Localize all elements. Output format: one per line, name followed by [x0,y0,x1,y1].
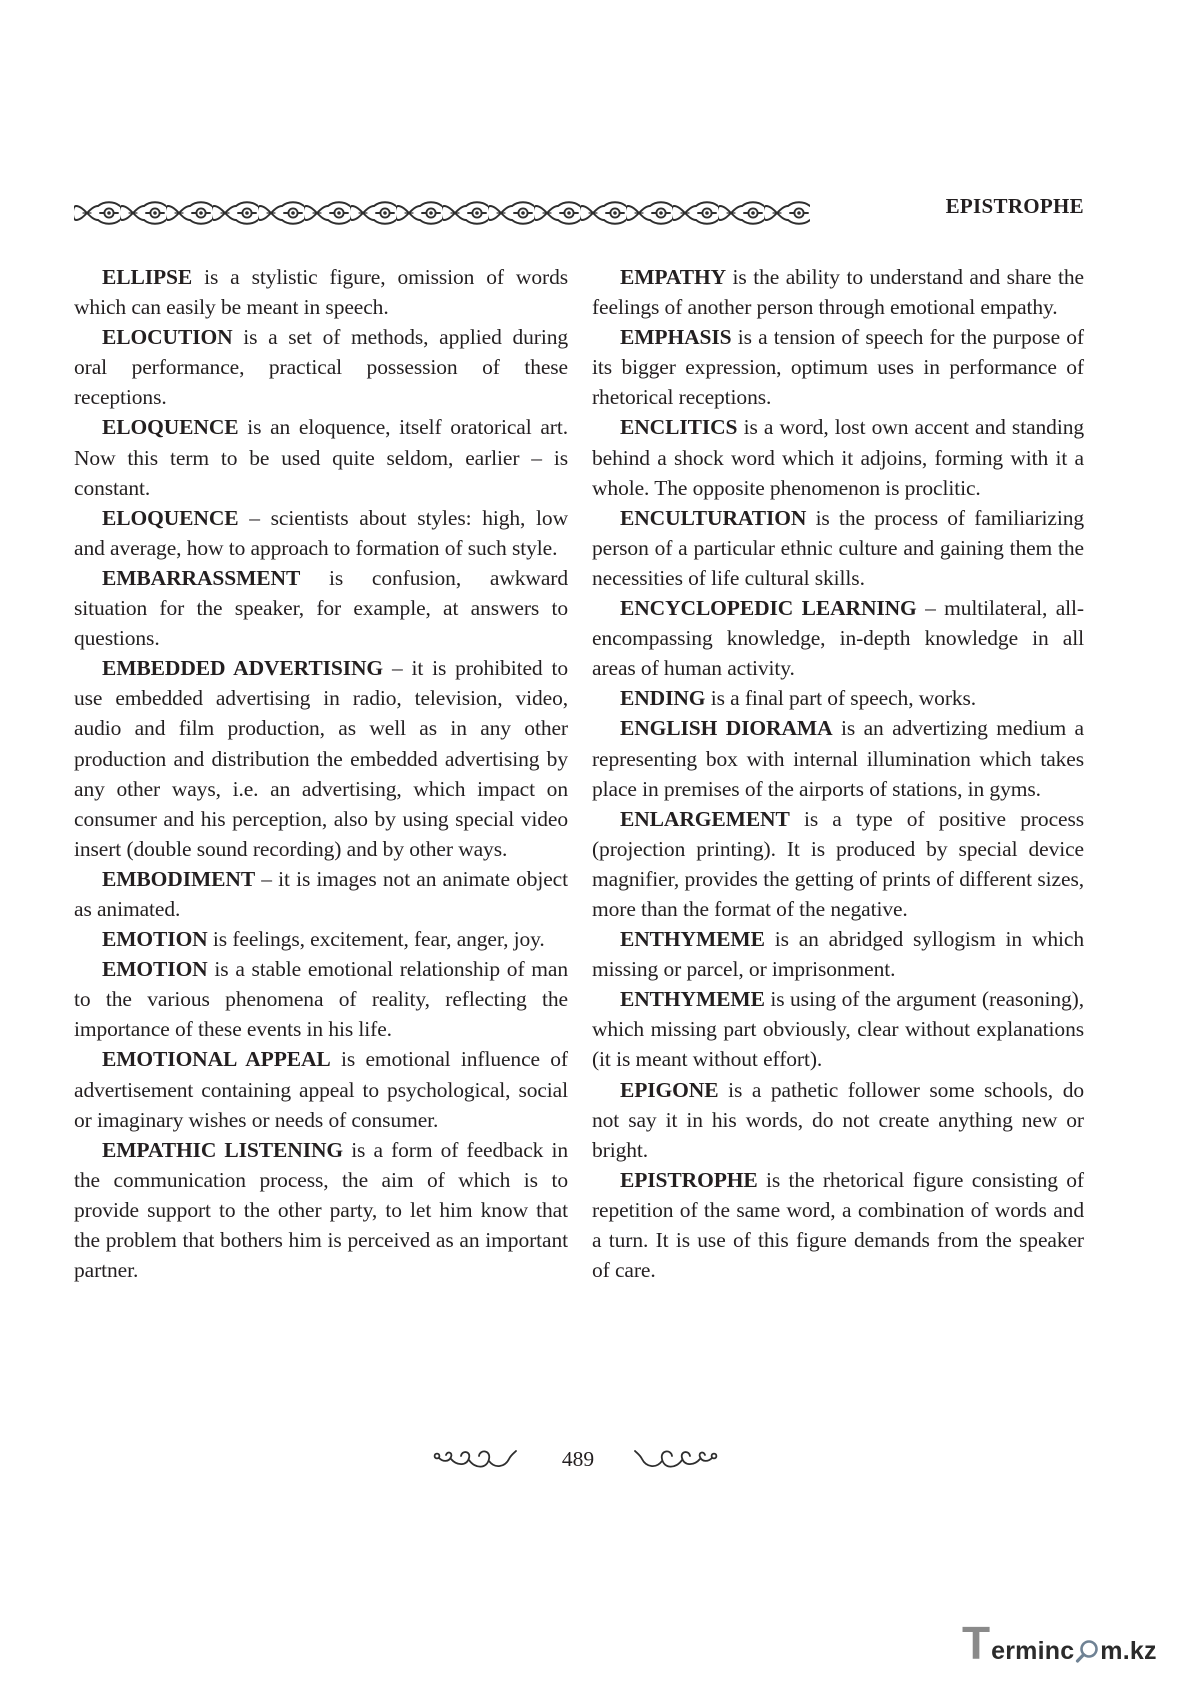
site-logo [962,1617,1157,1669]
glossary-entry [74,262,568,322]
entry-definition: is an advertizing medium a representing box with internal illumination which takes place in premises of the airports of stations, in gyms. [592,716,1084,801]
entry-definition: is the process of familiarizing person of a particular ethnic culture and gaining them the necessities of life cultural skills. [592,505,1084,590]
entry-term: EMOTION [102,927,208,952]
running-head: EPISTROPHE [945,194,1084,218]
glossary-entry [74,412,568,502]
glossary-entry [592,503,1084,593]
entry-term: ENGLISH DIORAMA [620,716,833,741]
entry-term: ENTHYMEME [620,987,765,1012]
entry-term: ELOQUENCE [102,505,239,530]
glossary-entry [592,1075,1084,1165]
entry-definition: – it is images not an animate object as animated. [74,866,569,921]
entry-term: EPIGONE [620,1077,719,1102]
entry-definition: is a final part of speech, works. [710,686,977,711]
entry-definition: is emotional influence of advertisement containing appeal to psychological, social or imaginary wishes or needs of consumer. [74,1047,568,1132]
header-ornament-band [74,199,810,227]
page-ornament-left-icon [431,1447,517,1471]
entry-definition: is an abridged syllogism in which missing or parcel, or imprisonment. [592,927,1084,982]
entry-term: ENCULTURATION [620,505,807,530]
glossary-entry [592,713,1084,803]
logo-text-part1: erminc [991,1637,1075,1665]
glossary-entry [592,262,1084,322]
entry-definition: is confusion, awkward situation for the speaker, for example, at answers to questions. [74,565,568,651]
entry-term: ENLARGEMENT [620,806,790,831]
entry-definition: is a word, lost own accent and standing behind a shock word which it adjoins, forming with it a whole. The opposite phenomenon is proclitic. [592,415,1084,500]
entry-definition: is a type of positive process (projection printing). It is produced by special device magnifier, provides the getting of prints of different sizes, more than the format of the negative. [592,806,1084,921]
glossary-entry [74,1044,568,1134]
page-number: 489 [561,1447,595,1471]
glossary-entry [74,954,568,1044]
right-column [592,262,1084,1285]
entry-definition: is a stylistic figure, omission of words which can easily be meant in speech. [74,265,568,320]
entry-term: EMBODIMENT [102,866,256,891]
entry-definition: – multilateral, all-encompassing knowledge, in-depth knowledge in all areas of human activity. [592,596,1084,681]
entry-term: EMBARRASSMENT [102,565,301,590]
glossary-entry [74,653,568,864]
glossary-entry [592,322,1084,412]
entry-definition: is a form of feedback in the communication process, the aim of which is to provide support to the other party, to let him know that the problem that bothers him is perceived as an important partner. [74,1137,568,1283]
glossary-entry [592,412,1084,502]
entry-term: EMBEDDED ADVERTISING [102,656,384,681]
entry-definition: is the ability to understand and share the feelings of another person through emotional empathy. [592,265,1084,320]
entry-definition: is the rhetorical figure consisting of repetition of the same word, a combination of words and a turn. It is use of this figure demands from the speaker of care. [592,1167,1084,1283]
logo-initial: T [962,1617,991,1669]
glossary-entry [592,924,1084,984]
entry-definition: – scientists about styles: high, low and average, how to approach to formation of such style. [74,505,568,560]
entry-definition: is a set of methods, applied during oral performance, practical possession of these receptions. [74,325,569,410]
glossary-entry [592,804,1084,924]
magnifier-icon [1075,1638,1099,1664]
glossary-entry [592,984,1084,1074]
glossary-entry [74,563,568,653]
entry-definition: is using of the argument (reasoning), which missing part obviously, clear without explanations (it is meant without effort). [592,987,1084,1072]
entry-definition: is an eloquence, itself oratorical art. Now this term to be used quite seldom, earlier – is constant. [74,415,568,500]
entry-term: EMOTION [102,957,208,982]
glossary-entry [74,924,568,954]
entry-term: ELLIPSE [102,265,193,289]
glossary-entry [74,864,568,924]
entry-definition: is a tension of speech for the purpose of its bigger expression, optimum uses in performance of rhetorical receptions. [592,325,1084,410]
entry-definition: is a pathetic follower some schools, do not say it in his words, do not create anything new or bright. [592,1077,1084,1162]
glossary-entry [592,593,1084,683]
entry-term: EMPATHIC LISTENING [102,1137,344,1162]
glossary-entry [74,322,568,412]
entry-term: ENCYCLOPEDIC LEARNING [620,596,917,621]
glossary-entry [592,1165,1084,1285]
glossary-entry [74,1135,568,1285]
entry-term: EPISTROPHE [620,1167,758,1192]
logo-text-part2: m.kz [1100,1637,1157,1665]
entry-definition: – it is prohibited to use embedded advertising in radio, television, video, audio and film production, as well as in any other production and distribution the embedded advertising by any other ways, i.e. an advertising, which impact on consumer and his perception, also by using special video insert (double sound recording) and by other ways. [74,656,568,861]
left-column [74,262,568,1285]
entry-term: ENTHYMEME [620,927,765,952]
entry-term: ELOCUTION [102,325,233,350]
entry-definition: is a stable emotional relationship of man to the various phenomena of reality, reflecting the importance of these events in his life. [74,957,568,1042]
glossary-entry [592,683,1084,713]
glossary-entry [74,503,568,563]
entry-term: EMOTIONAL APPEAL [102,1047,331,1072]
entry-term: ENCLITICS [620,415,738,440]
page-ornament-right-icon [634,1447,720,1471]
entry-term: EMPATHY [620,265,726,289]
entry-term: ELOQUENCE [102,415,239,440]
entry-term: ENDING [620,686,706,711]
entry-term: EMPHASIS [620,325,732,350]
entry-definition: is feelings, excitement, fear, anger, joy. [212,927,545,952]
